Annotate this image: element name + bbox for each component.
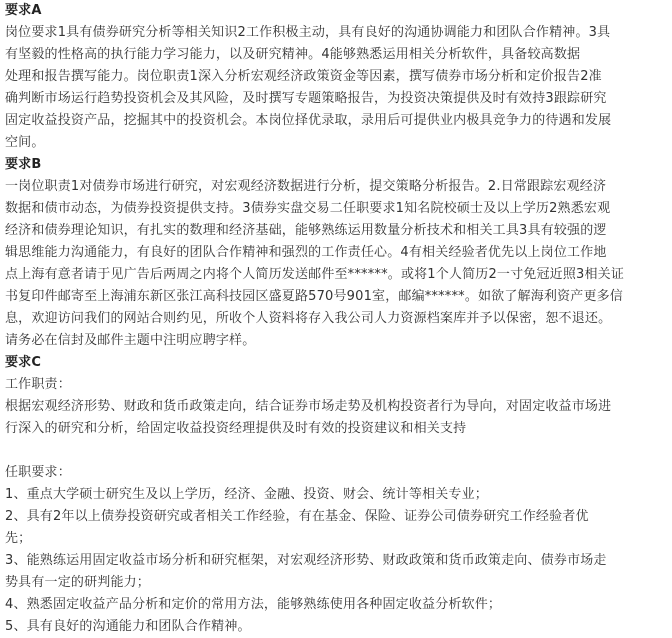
section-c-line: 势具有一定的研判能力； <box>5 575 150 590</box>
section-c-line: 任职要求： <box>5 465 71 480</box>
section-a-line: 确判断市场运行趋势投资机会及其风险，及时撰写专题策略报告，为投资决策提供及时有效持3跟踪研究 <box>5 91 607 106</box>
section-a-line: 固定收益投资产品，挖掘其中的投资机会。本岗位择优录取，录用后可提供业内极具竞争力的待遇和发展 <box>5 113 612 128</box>
section-c-line: 4、熟悉固定收益产品分析和定价的常用方法，能够熟练使用各种固定收益分析软件； <box>5 597 502 612</box>
section-c-line: 工作职责： <box>5 377 71 392</box>
section-a-line: 空间。 <box>5 135 45 150</box>
section-c-line: 行深入的研究和分析，给固定收益投资经理提供及时有效的投资建议和相关支持 <box>5 421 467 436</box>
section-b-line: 辑思维能力沟通能力，有良好的团队合作精神和强烈的工作责任心。4有相关经验者优先以上岗位工作地 <box>5 245 607 260</box>
section-b-line: 经济和债券理论知识，有扎实的数理和经济基础，能够熟练运用数量分析技术和相关工具3具有较强的逻 <box>5 223 607 238</box>
section-a-line: 岗位要求1具有债券研究分析等相关知识2工作积极主动，具有良好的沟通协调能力和团队合作精神。3具 <box>5 25 611 40</box>
section-b-line: 息，欢迎访问我们的网站合则约见，所收个人资料将存入我公司人力资源档案库并予以保密，恕不退还。 <box>5 311 612 326</box>
blank-line <box>5 440 668 462</box>
section-a-line: 处理和报告撰写能力。岗位职责1深入分析宏观经济政策资金等因素，撰写债券市场分析和定价报告2准 <box>5 69 602 84</box>
section-b-line: 数据和债市动态，为债券投资提供支持。3债券实盘交易二任职要求1知名院校硕士及以上学历2熟悉宏观 <box>5 201 611 216</box>
section-a-heading: 要求A <box>5 3 42 18</box>
section-b-line: 一岗位职责1对债券市场进行研究，对宏观经济数据进行分析，提交策略分析报告。2.日常跟踪宏观经济 <box>5 179 607 194</box>
section-b-line: 书复印件邮寄至上海浦东新区张江高科技园区盛夏路570号901室，邮编******。如欲了解海利资产更多信 <box>5 289 623 304</box>
section-c-line: 先； <box>5 531 32 546</box>
section-c-heading: 要求C <box>5 355 42 370</box>
section-b-line: 请务必在信封及邮件主题中注明应聘字样。 <box>5 333 256 348</box>
section-c-line: 根据宏观经济形势、财政和货币政策走向，结合证券市场走势及机构投资者行为导向，对固定收益市场进 <box>5 399 612 414</box>
section-c-line: 1、重点大学硕士研究生及以上学历，经济、金融、投资、财会、统计等相关专业； <box>5 487 488 502</box>
section-c-line: 5、具有良好的沟通能力和团队合作精神。 <box>5 619 251 634</box>
section-c-line: 2、具有2年以上债券投资研究或者相关工作经验，有在基金、保险、证券公司债券研究工作经验者优 <box>5 509 589 524</box>
section-b-heading: 要求B <box>5 157 42 172</box>
section-a-line: 有坚毅的性格高的执行能力学习能力，以及研究精神。4能够熟悉运用相关分析软件，具备较高数据 <box>5 47 581 62</box>
section-b-line: 点上海有意者请于见广告后两周之内将个人简历发送邮件至******。或将1个人简历2一寸免冠近照3相关证 <box>5 267 624 282</box>
section-c-line: 3、能熟练运用固定收益市场分析和研究框架，对宏观经济形势、财政政策和货币政策走向、债券市场走 <box>5 553 607 568</box>
